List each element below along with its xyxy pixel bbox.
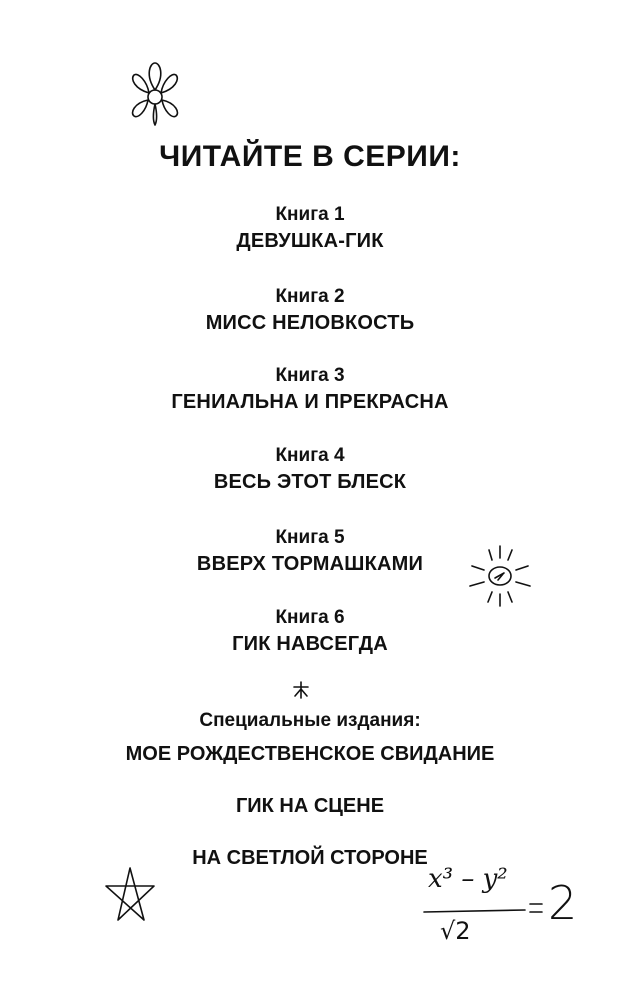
special-edition-title: НА СВЕТЛОЙ СТОРОНЕ — [192, 847, 428, 869]
star-icon — [100, 862, 160, 928]
book-entry — [0, 285, 620, 337]
flower-icon — [120, 55, 190, 130]
book-number: Книга 5 — [275, 527, 345, 548]
book-number: Книга 4 — [275, 445, 345, 466]
book-entry — [0, 364, 620, 416]
formula-result: 2 — [548, 876, 578, 930]
book-title: ВВЕРХ ТОРМАШКАМИ — [196, 553, 424, 575]
book-title: МИСС НЕЛОВКОСТЬ — [205, 312, 415, 334]
book-title: ДЕВУШКА-ГИК — [236, 230, 384, 252]
sun-icon — [462, 540, 537, 610]
formula-numerator: x³ – y² — [428, 864, 508, 894]
book-entry — [0, 606, 620, 658]
formula-denominator: √2 — [440, 917, 471, 945]
book-entry — [0, 203, 620, 255]
book-number: Книга 6 — [275, 607, 345, 628]
book-number: Книга 1 — [275, 204, 345, 225]
special-edition-title: МОЕ РОЖДЕСТВЕНСКОЕ СВИДАНИЕ — [125, 743, 495, 765]
special-edition-title: ГИК НА СЦЕНЕ — [235, 795, 385, 817]
book-number: Книга 3 — [275, 365, 345, 386]
page-title: ЧИТАЙТЕ В СЕРИИ: — [159, 140, 461, 173]
book-title: ГИК НАВСЕГДА — [232, 633, 388, 655]
special-editions-label: Специальные издания: — [199, 710, 421, 731]
book-title: ВЕСЬ ЭТОТ БЛЕСК — [213, 471, 407, 493]
book-entry — [0, 444, 620, 496]
book-number: Книга 2 — [275, 286, 345, 307]
book-title: ГЕНИАЛЬНА И ПРЕКРАСНА — [171, 391, 449, 413]
formula-doodle — [420, 862, 600, 972]
small-star-icon — [292, 680, 310, 700]
